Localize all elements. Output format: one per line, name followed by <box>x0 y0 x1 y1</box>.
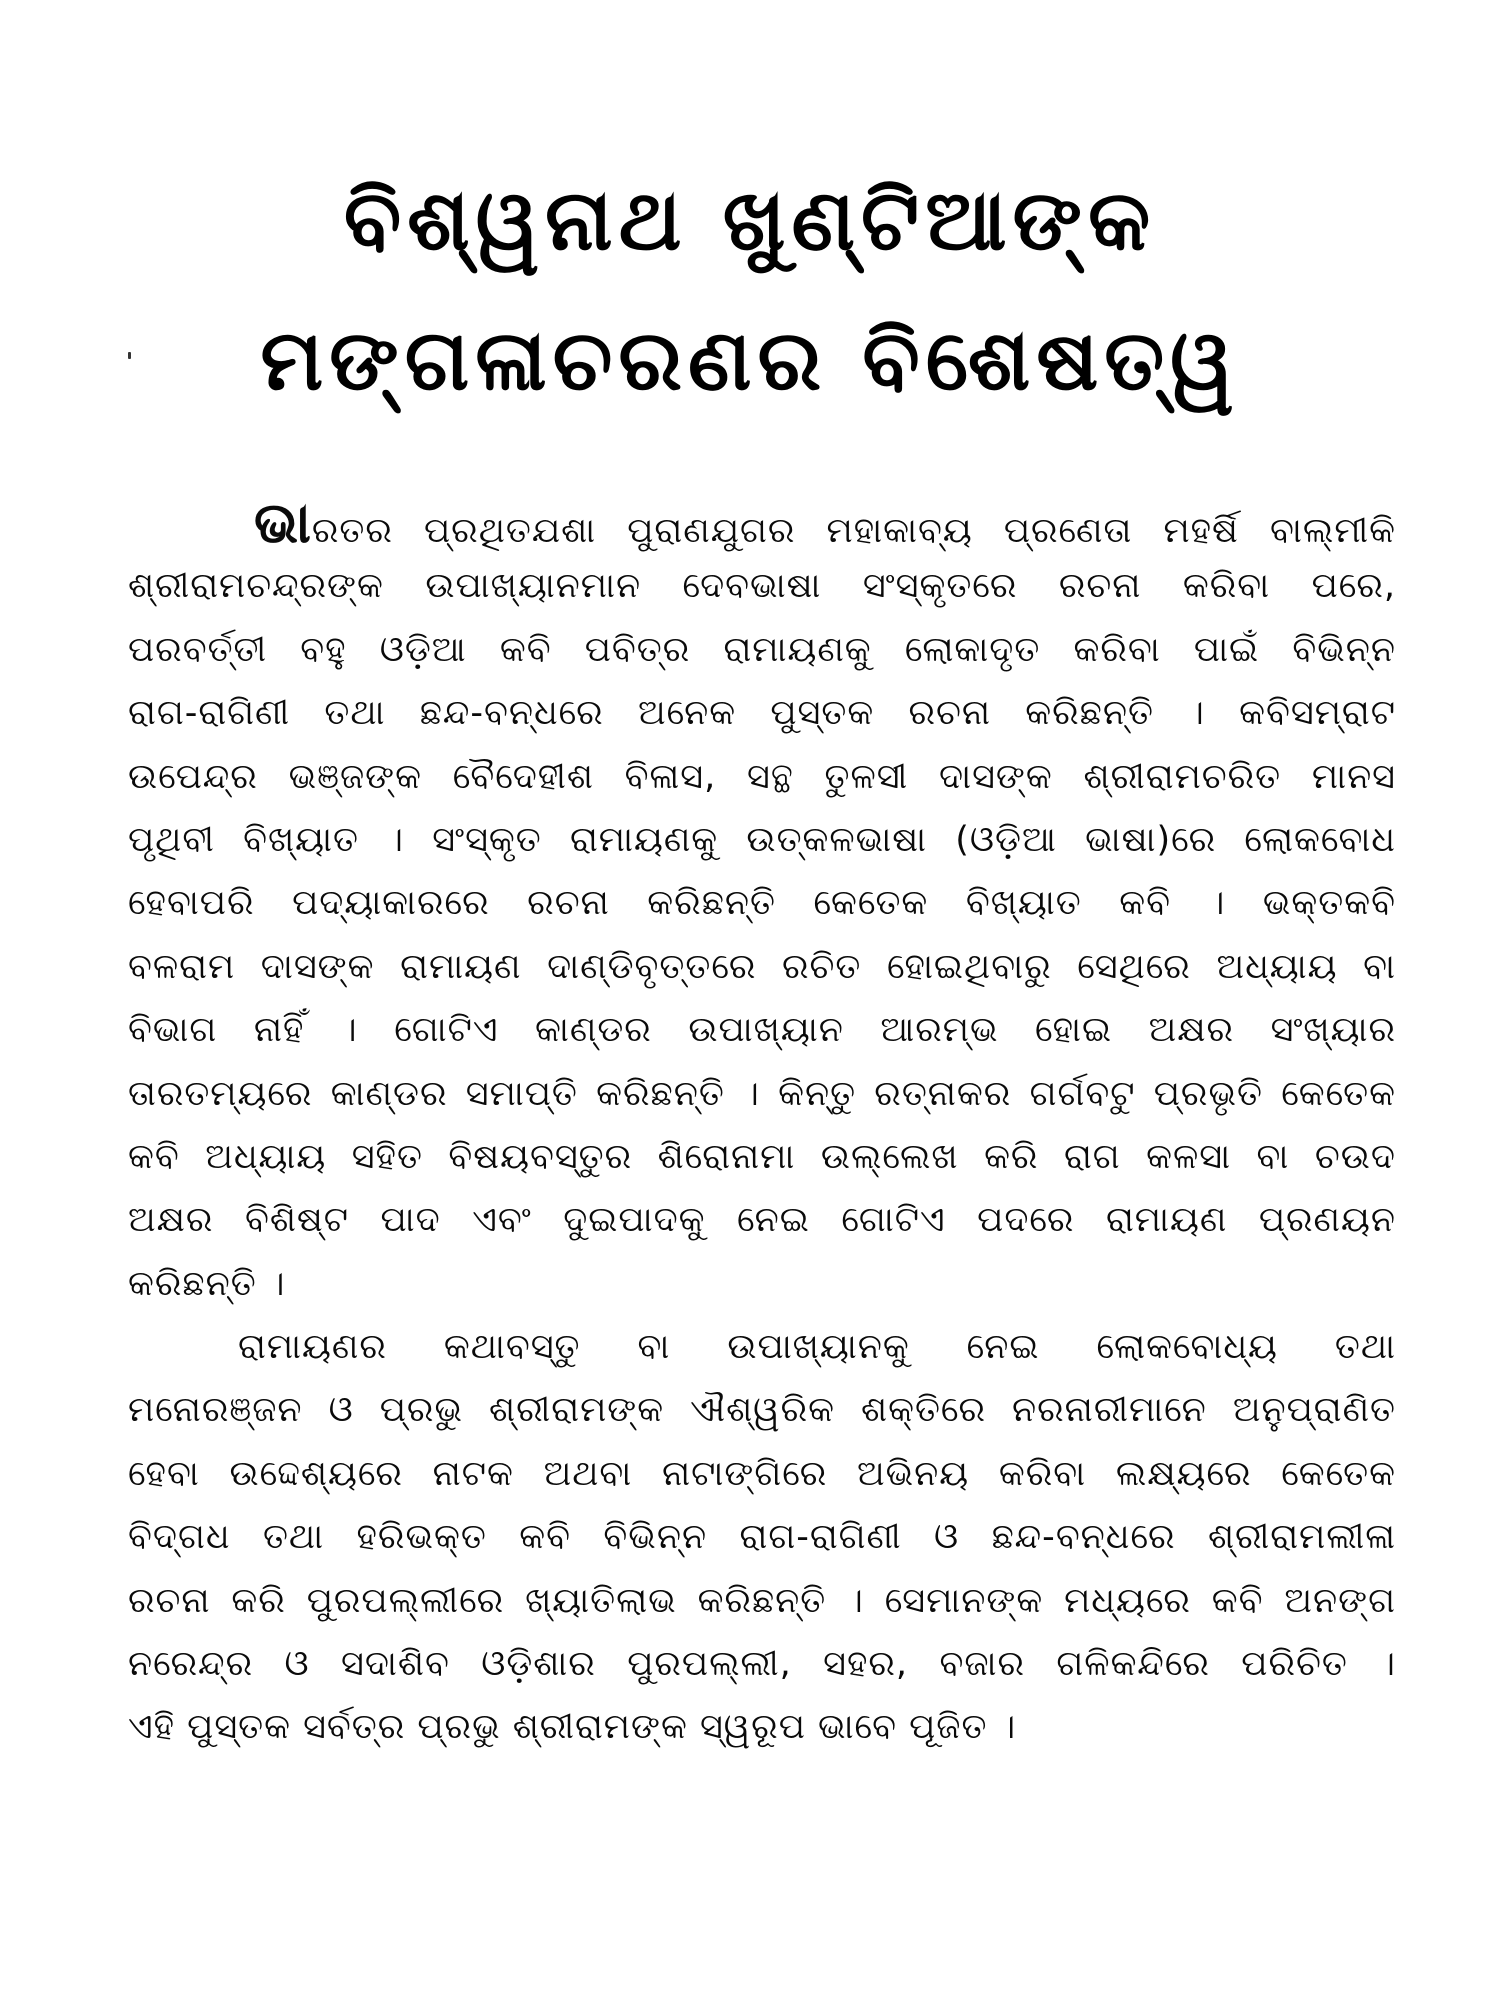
text-line: ନରେନ୍ଦ୍ର ଓ ସଦାଶିବ ଓଡ଼ିଶାର ପୁରପଲ୍ଲୀ, ସହର, ବଜାର ଗଳିକନ୍ଦିରେ ପରିଚିତ । <box>128 1644 1396 1685</box>
text-line: ହେବା ଉଦ୍ଦେଶ୍ୟରେ ନାଟକ ଅଥବା ନାଟାଙ୍ଗିରେ ଅଭିନୟ କରିବା ଲକ୍ଷ୍ୟରେ କେତେକ <box>128 1453 1396 1494</box>
text-line: ପୃଥିବୀ ବିଖ୍ୟାତ । ସଂସ୍କୃତ ରାମାୟଣକୁ ଉତ୍କଳଭାଷା (ଓଡ଼ିଆ ଭାଷା)ରେ ଲୋକବୋଧ <box>128 819 1396 860</box>
drop-cap: ଭା <box>254 491 312 556</box>
text-line: ରାଗ-ରାଗିଣୀ ତଥା ଛନ୍ଦ-ବନ୍ଧରେ ଅନେକ ପୁସ୍ତକ ରଚନା କରିଛନ୍ତି । କବିସମ୍ରାଟ <box>128 693 1396 734</box>
text-line: ତାରତମ୍ୟରେ କାଣ୍ଡର ସମାପ୍ତି କରିଛନ୍ତି । କିନ୍ତୁ ରତ୍ନାକର ଗର୍ଗବଟୁ ପ୍ରଭୃତି କେତେକ <box>128 1073 1396 1114</box>
text-line: ହେବାପରି ପଦ୍ୟାକାରରେ ରଚନା କରିଛନ୍ତି କେତେକ ବିଖ୍ୟାତ କବି । ଭକ୍ତକବି <box>128 883 1396 924</box>
text-line: ବିଦ୍‌ଗଧ ତଥା ହରିଭକ୍ତ କବି ବିଭିନ୍ନ ରାଗ-ରାଗିଣୀ ଓ ଛନ୍ଦ-ବନ୍ଧରେ ଶ୍ରୀରାମଲୀଳା <box>128 1517 1396 1558</box>
paragraph-1 <box>128 492 1396 1316</box>
paragraph-2 <box>128 1316 1396 1760</box>
print-speck <box>128 352 131 359</box>
text-line: ରାମାୟଣର କଥାବସ୍ତୁ ବା ଉପାଖ୍ୟାନକୁ ନେଇ ଲୋକବୋଧ୍ୟ ତଥା <box>238 1327 1396 1368</box>
text-line <box>128 492 1396 555</box>
text-line-content: ରତର ପ୍ରଥିତଯଶା ପୁରାଣଯୁଗର ମହାକାବ୍ୟ ପ୍ରଣେତା ମହର୍ଷି ବାଲ୍ମୀକି <box>311 511 1396 551</box>
text-line: ବିଭାଗ ନାହିଁ । ଗୋଟିଏ କାଣ୍ଡର ଉପାଖ୍ୟାନ ଆରମ୍ଭ ହୋଇ ଅକ୍ଷର ସଂଖ୍ୟାର <box>128 1010 1396 1051</box>
text-line: ମନୋରଞ୍ଜନ ଓ ପ୍ରଭୁ ଶ୍ରୀରାମଙ୍କ ଐଶ୍ୱରିକ ଶକ୍ତିରେ ନରନାରୀମାନେ ଅନୁପ୍ରାଣିତ <box>128 1390 1396 1431</box>
text-line: ଉପେନ୍ଦ୍ର ଭଞ୍ଜଙ୍କ ବୈଦେହୀଶ ବିଳାସ, ସନ୍ଥ ତୁଳସୀ ଦାସଙ୍କ ଶ୍ରୀରାମଚରିତ ମାନସ <box>128 756 1396 797</box>
text-line: ରଚନା କରି ପୁରପଲ୍ଲୀରେ ଖ୍ୟାତିଲାଭ କରିଛନ୍ତି । ସେମାନଙ୍କ ମଧ୍ୟରେ କବି ଅନଙ୍ଗ <box>128 1580 1396 1621</box>
article-body <box>128 492 1396 1760</box>
title-line-1: ବିଶ୍ୱନାଥ ଖୁଣ୍ଟିଆଙ୍କ <box>343 171 1157 269</box>
text-line: କବି ଅଧ୍ୟାୟ ସହିତ ବିଷୟବସ୍ତୁର ଶିରୋନାମା ଉଲ୍ଲେଖ କରି ରାଗ କଳସା ବା ଚଉଦ <box>128 1136 1396 1177</box>
article-title <box>0 150 1500 430</box>
text-line: ଅକ୍ଷର ବିଶିଷ୍ଟ ପାଦ ଏବଂ ଦୁଇପାଦକୁ ନେଇ ଗୋଟିଏ ପଦରେ ରାମାୟଣ ପ୍ରଣୟନ <box>128 1200 1396 1241</box>
text-line: ବଳରାମ ଦାସଙ୍କ ରାମାୟଣ ଦାଣ୍ଡିବୃତ୍ତରେ ରଚିତ ହୋଇଥିବାରୁ ସେଥିରେ ଅଧ୍ୟାୟ ବା <box>128 946 1396 987</box>
title-line-2: ମଙ୍ଗଳାଚରଣର ବିଶେଷତ୍ୱ <box>260 311 1240 409</box>
text-line: କରିଛନ୍ତି । <box>128 1263 286 1304</box>
text-line: ଏହି ପୁସ୍ତକ ସର୍ବତ୍ର ପ୍ରଭୁ ଶ୍ରୀରାମଙ୍କ ସ୍ୱରୂପ ଭାବେ ପୂଜିତ । <box>128 1707 1017 1748</box>
text-line: ଶ୍ରୀରାମଚନ୍ଦ୍ରଙ୍କ ଉପାଖ୍ୟାନମାନ ଦେବଭାଷା ସଂସ୍କୃତରେ ରଚନା କରିବା ପରେ, <box>128 566 1396 607</box>
text-line: ପରବର୍ତ୍ତୀ ବହୁ ଓଡ଼ିଆ କବି ପବିତ୍ର ରାମାୟଣକୁ ଲୋକାଦୃତ କରିବା ପାଇଁ ବିଭିନ୍ନ <box>128 629 1396 670</box>
